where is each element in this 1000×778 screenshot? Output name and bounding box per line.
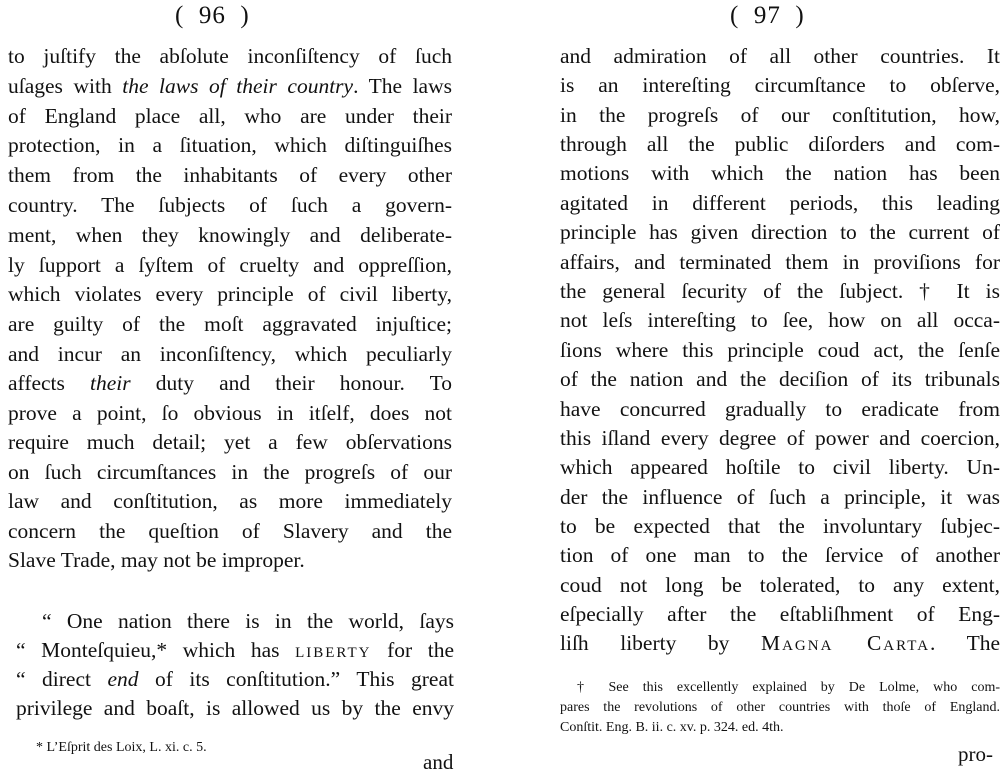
text-line [8, 368, 452, 398]
text-span: affects [8, 371, 91, 395]
text-line: principle has given direction to the current of [560, 220, 1000, 244]
text-line: through all the public diſorders and com- [560, 132, 1000, 156]
text-line: privilege and boaſt, is allowed us by the envy [16, 696, 454, 720]
text-line: coud not long be tolerated, to any extent, [560, 573, 1000, 597]
text-line: eſpecially after the eſtabliſhment of Eng- [560, 602, 1000, 626]
text-span: liſh liberty by [560, 631, 761, 655]
text-line: and incur an inconſiſtency, which peculiarly [8, 342, 452, 366]
footnote-line: pares the revolutions of other countries with thoſe of England. [560, 700, 1000, 715]
text-line: the general ſecurity of the ſubject. † It is [560, 279, 1000, 303]
text-line: affairs, and terminated them in proviſions for [560, 250, 1000, 274]
text-line: of England place all, who are under their [8, 104, 452, 128]
text-line: to be expected that the involuntary ſubjec- [560, 514, 1000, 538]
quote-line [16, 664, 454, 694]
text-line: this iſland every degree of power and coercion, [560, 426, 1000, 450]
text-line: agitated in different periods, this leading [560, 191, 1000, 215]
text-line: not leſs intereſting to ſee, how on all occa- [560, 308, 1000, 332]
text-line: tion of one man to the ſervice of another [560, 543, 1000, 567]
text-line: law and conſtitution, as more immediately [8, 489, 452, 513]
text-line: protection, in a ſituation, which diſtinguiſhes [8, 133, 452, 157]
text-line: Slave Trade, may not be improper. [8, 548, 305, 572]
text-line: are guilty of the moſt aggravated injuſtice; [8, 312, 452, 336]
footnote: * L’Eſprit des Loix, L. xi. c. 5. [36, 740, 207, 755]
italic-word: their [90, 371, 131, 395]
text-line: is an intereſting circumſtance to obſerve, [560, 73, 1000, 97]
text-line: prove a point, ſo obvious in itſelf, does not [8, 401, 452, 425]
text-line [8, 71, 452, 101]
page-number: ( 97 ) [730, 2, 805, 29]
text-line: to juſtify the abſolute inconſiſtency of ſuch [8, 44, 452, 68]
text-line: ſions where this principle coud act, the ſenſe [560, 338, 1000, 362]
page-number: ( 96 ) [175, 2, 250, 29]
text-span: of its conſtitution.” This great [138, 667, 454, 691]
catchword: pro- [958, 742, 993, 766]
text-line: of the nation and the deciſion of its tribunals [560, 367, 1000, 391]
text-line: in the progreſs of our conſtitution, how, [560, 103, 1000, 127]
quote-line: “ One nation there is in the world, ſays [42, 609, 454, 633]
left-page [0, 0, 470, 778]
catchword: and [423, 750, 454, 774]
italic-word: end [107, 667, 139, 691]
text-span: “ Monteſquieu,* which has [16, 638, 296, 662]
text-line: concern the queſtion of Slavery and the [8, 519, 452, 543]
text-span: . The laws [353, 74, 452, 98]
text-span: uſages with [8, 74, 123, 98]
text-line: which appeared hoſtile to civil liberty. Un- [560, 455, 1000, 479]
text-line: ment, when they knowingly and deliberate- [8, 223, 452, 247]
smallcaps-phrase: Magna Carta [760, 631, 931, 655]
text-span: duty and their honour. To [130, 371, 452, 395]
text-line: motions with which the nation has been [560, 161, 1000, 185]
footnote-line: † See this excellently explained by De Lolme, who com- [577, 680, 1000, 695]
italic-phrase: the laws of their country [122, 74, 354, 98]
text-line: and admiration of all other countries. It [560, 44, 1000, 68]
footnote-line: Conſtit. Eng. B. ii. c. xv. p. 324. ed. 4th. [560, 720, 784, 735]
text-span: “ direct [16, 667, 108, 691]
text-line: der the influence of ſuch a principle, it was [560, 485, 1000, 509]
text-line [560, 628, 1000, 658]
text-span: . The [930, 631, 1000, 655]
text-line: which violates every principle of civil liberty, [8, 282, 452, 306]
right-page [545, 0, 1000, 778]
text-line: on ſuch circumſtances in the progreſs of our [8, 460, 452, 484]
smallcaps-word: liberty [295, 638, 372, 662]
text-line: require much detail; yet a few obſervations [8, 430, 452, 454]
text-span: for the [371, 638, 454, 662]
text-line: ly ſupport a ſyſtem of cruelty and oppreſſion, [8, 253, 452, 277]
quote-line [16, 635, 454, 665]
text-line: them from the inhabitants of every other [8, 163, 452, 187]
text-line: have concurred gradually to eradicate from [560, 397, 1000, 421]
text-line: country. The ſubjects of ſuch a govern- [8, 193, 452, 217]
